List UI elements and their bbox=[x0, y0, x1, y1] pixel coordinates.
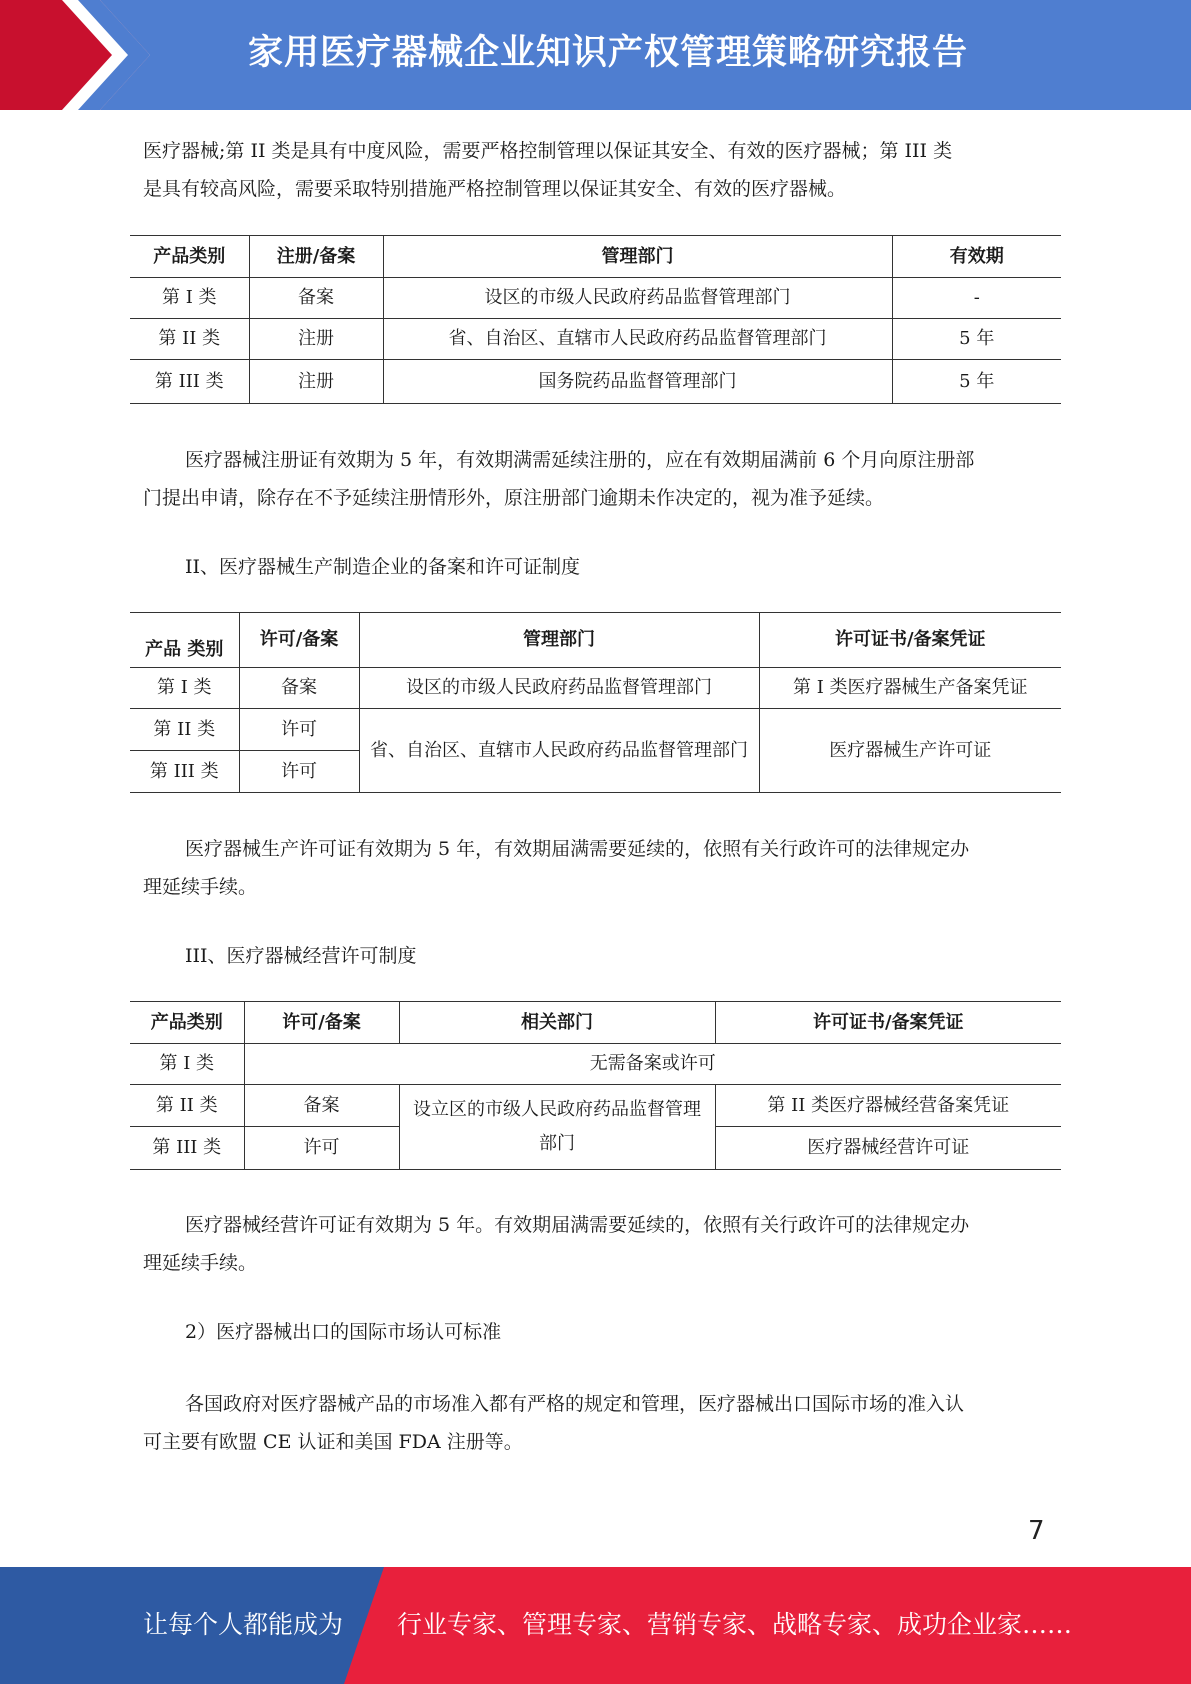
intro-line-2: 是具有较高风险，需要采取特别措施严格控制管理以保证其安全、有效的医疗器械。 bbox=[143, 178, 847, 200]
table3-header-dept: 相关部门 bbox=[399, 1002, 715, 1044]
table1-cell: 第 II 类 bbox=[130, 319, 249, 360]
table2-header-type: 许可/备案 bbox=[239, 613, 359, 668]
table1-cell: 注册 bbox=[249, 319, 383, 360]
table2-header-cert: 许可证书/备案凭证 bbox=[759, 613, 1061, 668]
table-row bbox=[130, 1085, 1061, 1127]
table2-merged-cert-cell: 医疗器械生产许可证 bbox=[759, 709, 1061, 793]
production-license-table bbox=[130, 612, 1061, 793]
table-row bbox=[130, 709, 1061, 751]
table1-header-validity: 有效期 bbox=[892, 236, 1061, 278]
registration-paragraph bbox=[143, 441, 1048, 517]
table1-cell: - bbox=[892, 278, 1061, 319]
footer-slogan-left: 让每个人都能成为 bbox=[143, 1610, 344, 1639]
intro-paragraph bbox=[143, 132, 1048, 208]
table2-cell: 第 I 类 bbox=[130, 668, 239, 709]
table1-cell: 省、自治区、直辖市人民政府药品监督管理部门 bbox=[383, 319, 892, 360]
registration-line-2: 门提出申请，除存在不予延续注册情形外，原注册部门逾期未作决定的，视为准予延续。 bbox=[143, 487, 885, 509]
table3-merged-dept-cell: 设立区的市级人民政府药品监督管理部门 bbox=[399, 1085, 715, 1170]
table1-cell: 第 I 类 bbox=[130, 278, 249, 319]
export-line-1: 各国政府对医疗器械产品的市场准入都有严格的规定和管理，医疗器械出口国际市场的准入认 bbox=[185, 1393, 965, 1415]
table1-header-type: 注册/备案 bbox=[249, 236, 383, 278]
export-line-2: 可主要有欧盟 CE 认证和美国 FDA 注册等。 bbox=[143, 1431, 523, 1453]
table3-header-category: 产品类别 bbox=[130, 1002, 244, 1044]
table2-header-category: 产品 类别 bbox=[130, 613, 239, 668]
operation-paragraph bbox=[143, 1206, 1048, 1282]
export-paragraph bbox=[143, 1385, 1048, 1461]
report-title: 家用医疗器械企业知识产权管理策略研究报告 bbox=[248, 33, 969, 73]
table-row bbox=[130, 668, 1061, 709]
operation-license-table bbox=[130, 1001, 1061, 1170]
table1-cell: 第 III 类 bbox=[130, 360, 249, 404]
table2-cell: 第 I 类医疗器械生产备案凭证 bbox=[759, 668, 1061, 709]
footer-slogan-right: 行业专家、管理专家、营销专家、战略专家、成功企业家…… bbox=[397, 1610, 1073, 1639]
table-row bbox=[130, 278, 1061, 319]
table1-cell: 备案 bbox=[249, 278, 383, 319]
page-footer bbox=[0, 1567, 1191, 1684]
table2-cell: 设区的市级人民政府药品监督管理部门 bbox=[359, 668, 759, 709]
table1-cell: 国务院药品监督管理部门 bbox=[383, 360, 892, 404]
header-arrow-decoration bbox=[0, 0, 260, 110]
table3-cell: 备案 bbox=[244, 1085, 399, 1127]
production-line-1: 医疗器械生产许可证有效期为 5 年，有效期届满需要延续的，依照有关行政许可的法律规定办 bbox=[185, 838, 970, 860]
table3-cell: 第 II 类医疗器械经营备案凭证 bbox=[715, 1085, 1061, 1127]
table2-cell: 许可 bbox=[239, 709, 359, 751]
table3-header-type: 许可/备案 bbox=[244, 1002, 399, 1044]
production-paragraph bbox=[143, 830, 1048, 906]
table3-header-cert: 许可证书/备案凭证 bbox=[715, 1002, 1061, 1044]
table2-cell: 第 III 类 bbox=[130, 751, 239, 793]
table-row bbox=[130, 319, 1061, 360]
table-row bbox=[130, 1044, 1061, 1085]
table1-cell: 5 年 bbox=[892, 319, 1061, 360]
table3-cell: 第 I 类 bbox=[130, 1044, 244, 1085]
table2-cell: 许可 bbox=[239, 751, 359, 793]
registration-table bbox=[130, 235, 1061, 404]
registration-line-1: 医疗器械注册证有效期为 5 年，有效期满需延续注册的，应在有效期届满前 6 个月向原注册部 bbox=[185, 449, 975, 471]
table3-cell: 第 II 类 bbox=[130, 1085, 244, 1127]
section-heading-production: II、医疗器械生产制造企业的备案和许可证制度 bbox=[185, 556, 581, 578]
table3-merged-note-cell: 无需备案或许可 bbox=[244, 1044, 1061, 1085]
production-line-2: 理延续手续。 bbox=[143, 876, 258, 898]
table1-header-dept: 管理部门 bbox=[383, 236, 892, 278]
table1-cell: 注册 bbox=[249, 360, 383, 404]
operation-line-1: 医疗器械经营许可证有效期为 5 年。有效期届满需要延续的，依照有关行政许可的法律规定办 bbox=[185, 1214, 970, 1236]
table1-cell: 5 年 bbox=[892, 360, 1061, 404]
table3-cell: 医疗器械经营许可证 bbox=[715, 1127, 1061, 1170]
page-number: 7 bbox=[1028, 1516, 1045, 1546]
table2-cell: 备案 bbox=[239, 668, 359, 709]
operation-line-2: 理延续手续。 bbox=[143, 1252, 258, 1274]
table2-header-dept: 管理部门 bbox=[359, 613, 759, 668]
table1-header-category: 产品类别 bbox=[130, 236, 249, 278]
table3-cell: 第 III 类 bbox=[130, 1127, 244, 1170]
table-row bbox=[130, 360, 1061, 404]
table2-cell: 第 II 类 bbox=[130, 709, 239, 751]
table2-merged-dept-cell: 省、自治区、直辖市人民政府药品监督管理部门 bbox=[359, 709, 759, 793]
table3-cell: 许可 bbox=[244, 1127, 399, 1170]
intro-line-1: 医疗器械;第 II 类是具有中度风险，需要严格控制管理以保证其安全、有效的医疗器械；第 III 类 bbox=[143, 140, 953, 162]
section-heading-operation: III、医疗器械经营许可制度 bbox=[185, 945, 417, 967]
table1-cell: 设区的市级人民政府药品监督管理部门 bbox=[383, 278, 892, 319]
page-header bbox=[0, 0, 1191, 110]
section-heading-export: 2）医疗器械出口的国际市场认可标准 bbox=[185, 1321, 502, 1343]
